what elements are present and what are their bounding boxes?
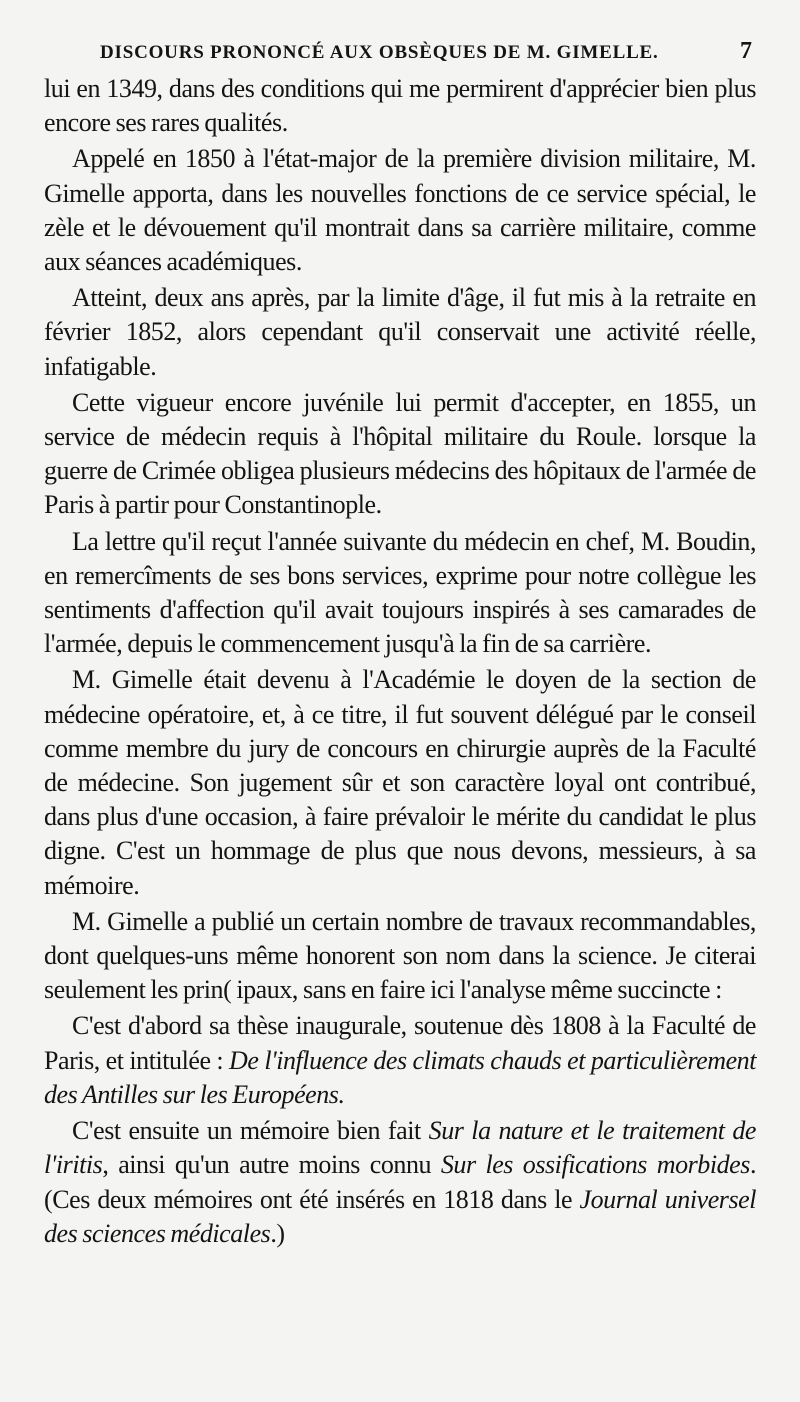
paragraph-3: Atteint, deux ans après, par la limite d'âge, il fut mis à la retraite en février 1852, alors cependant qu'il conservait une activité réelle, infatigable. [44, 283, 756, 381]
paragraph-2: Appelé en 1850 à l'état-major de la première division militaire, M. Gimelle apporta, dans les nouvelles fonctions de ce service spécial, le zèle et le dévouement qu'il montrait dans sa carrière militaire, comme aux séances académiques. [44, 144, 756, 277]
paragraph-4: Cette vigueur encore juvénile lui permit d'accepter, en 1855, un service de médecin requis à l'hôpital militaire du Roule. lorsque la guerre de Crimée obligea plusieurs médecins des hôpitaux de l'armée de Paris à partir pour Constantinople. [44, 387, 756, 520]
paragraph-1: lui en 1349, dans des conditions qui me permirent d'apprécier bien plus encore ses rares qualités. [44, 74, 756, 138]
page-number: 7 [740, 38, 752, 64]
paragraph-9 [44, 1114, 756, 1251]
memoir-title-ossifications: Sur les ossifications morbides [440, 1150, 750, 1180]
paragraph-9-text-2: , ainsi qu'un autre moins connu [102, 1150, 441, 1180]
running-title: DISCOURS PRONONCÉ AUX OBSÈQUES DE M. GIMELLE. [100, 42, 659, 63]
body-text [44, 72, 756, 1251]
journal-title: Journal universel des sciences médicales [44, 1184, 756, 1248]
paragraph-7: M. Gimelle a publié un certain nombre de travaux recommandables, dont quelques-uns même honorent son nom dans la science. Je citerai seulement les prin( ipaux, sans en faire ici l'analyse même succincte : [44, 906, 756, 1005]
memoir-title-iritis: Sur la nature et le traitement de l'iritis [44, 1116, 756, 1180]
paragraph-8-text: C'est d'abord sa thèse inaugurale, soutenue dès 1808 à la Faculté de Paris, et intitulée : [44, 1011, 756, 1075]
paragraph-5: La lettre qu'il reçut l'année suivante du médecin en chef, M. Boudin, en remercîments de ses bons services, exprime pour notre collègue les sentiments d'affection qu'il avait toujours inspirés à ses camarades de l'armée, depuis le commencement jusqu'à la fin de sa carrière. [44, 526, 756, 659]
paragraph-6: M. Gimelle était devenu à l'Académie le doyen de la section de médecine opératoire, et, à ce titre, il fut souvent délégué par le conseil comme membre du jury de concours en chirurgie auprès de la Faculté de médecine. Son jugement sûr et son caractère loyal ont contribué, dans plus d'une occasion, à faire prévaloir le mérite du candidat le plus digne. C'est un hommage de plus que nous devons, messieurs, à sa mémoire. [44, 665, 756, 900]
paragraph-9-text-3: . (Ces deux mémoires ont été insérés en 1818 dans le [44, 1150, 756, 1214]
running-head [44, 38, 756, 72]
paragraph-8 [44, 1009, 756, 1112]
paragraph-9-text-4: .) [270, 1218, 285, 1248]
paragraph-9-text-1: C'est ensuite un mémoire bien fait [72, 1116, 429, 1146]
thesis-title: De l'influence des climats chauds et particulièrement des Antilles sur les Européens. [44, 1045, 756, 1109]
